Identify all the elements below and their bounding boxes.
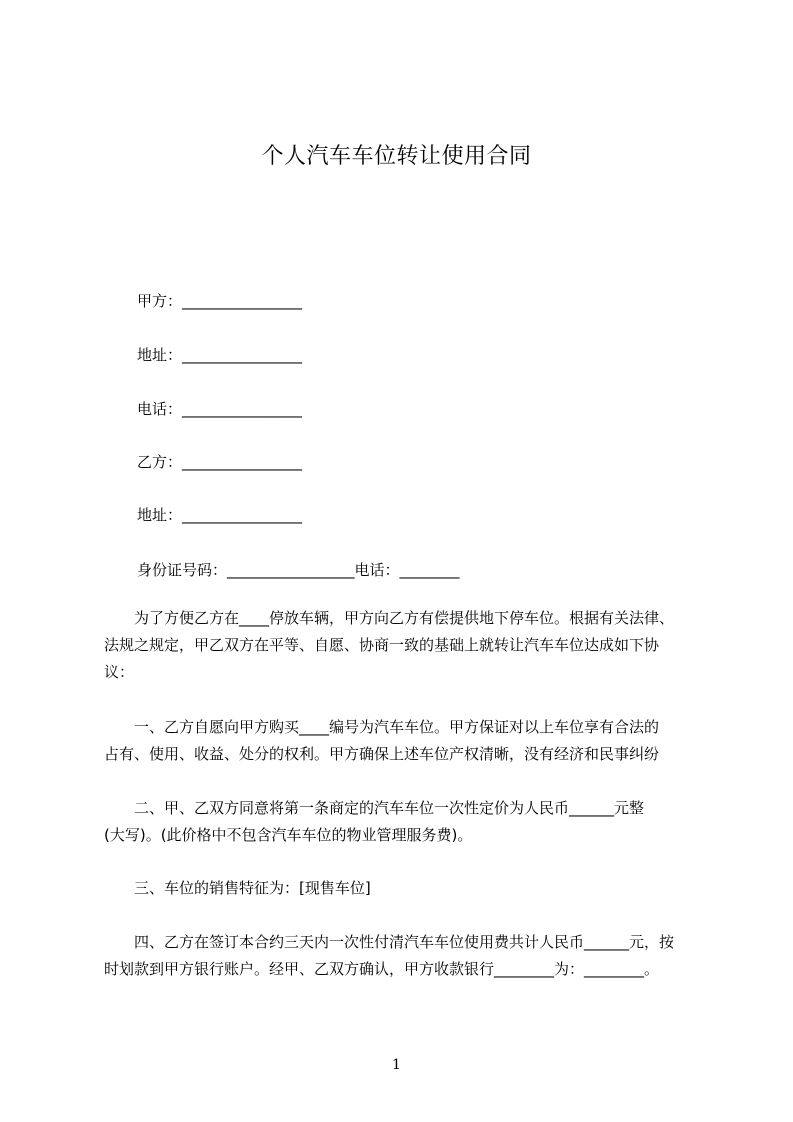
paragraph-line: 法规之规定，甲乙双方在平等、自愿、协商一致的基础上就转让汽车车位达成如下协	[104, 636, 660, 654]
paragraph-line: 占有、使用、收益、处分的权利。甲方确保上述车位产权清晰，没有经济和民事纠纷	[104, 745, 660, 763]
paragraph-line: 四、乙方在签订本合约三天内一次性付清汽车车位使用费共计人民币______元，按	[119, 933, 675, 951]
party-a-phone-field: 电话：________________	[137, 400, 303, 418]
preamble-paragraph	[104, 605, 704, 686]
clause-4-paragraph	[104, 929, 704, 983]
paragraph-line: 二、甲、乙双方同意将第一条商定的汽车车位一次性定价为人民币______元整	[119, 799, 645, 817]
party-a-address-field: 地址：________________	[137, 346, 303, 364]
paragraph-line: 议：	[104, 663, 135, 681]
clause-1-paragraph	[104, 714, 704, 768]
clause-3-paragraph	[104, 875, 704, 902]
paragraph-line: 时划款到甲方银行账户。经甲、乙双方确认，甲方收款银行________为：________。	[104, 960, 660, 978]
paragraph-line: 三、车位的销售特征为：[现售车位]	[119, 879, 371, 897]
party-b-address-field: 地址：________________	[137, 506, 303, 524]
clause-2-paragraph	[104, 795, 704, 849]
document-title: 个人汽车车位转让使用合同	[261, 144, 532, 169]
party-a-name-field: 甲方：________________	[137, 292, 303, 310]
paragraph-line: 一、乙方自愿向甲方购买____编号为汽车车位。甲方保证对以上车位享有合法的	[119, 718, 660, 736]
paragraph-line: (大写)。(此价格中不包含汽车车位的物业管理服务费)。	[104, 826, 473, 844]
page-number: 1	[392, 1057, 401, 1073]
party-b-name-field: 乙方：________________	[137, 453, 303, 471]
paragraph-line: 为了方便乙方在____停放车辆，甲方向乙方有偿提供地下停车位。根据有关法律、	[119, 609, 675, 627]
party-b-id-phone-field: 身份证号码：_________________电话：________	[137, 561, 460, 579]
